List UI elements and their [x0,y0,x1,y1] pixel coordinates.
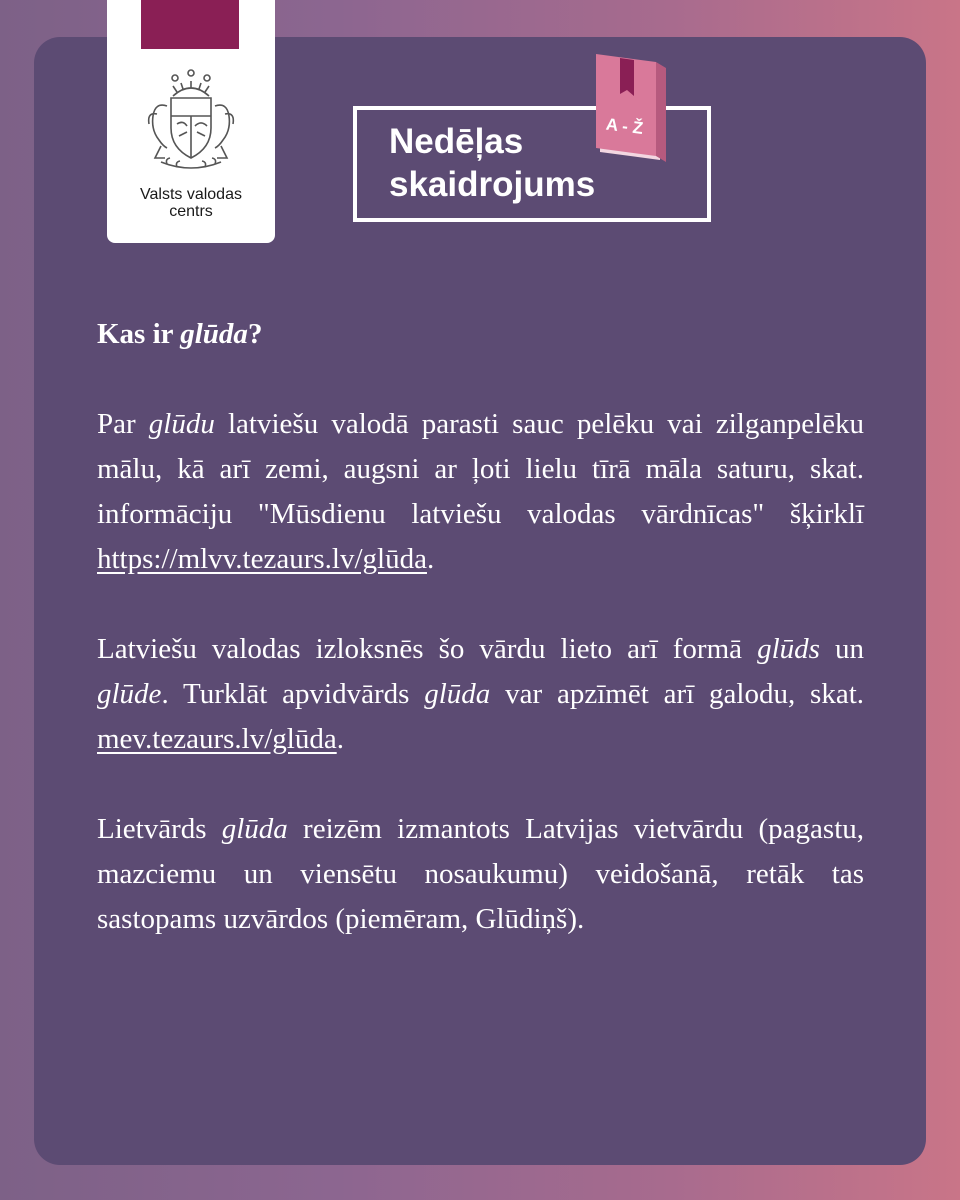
org-name-line1: Valsts valodas [140,186,242,203]
term-italic: glūds [757,633,820,665]
term-italic: glūda [221,813,288,845]
org-name [107,186,275,220]
text-span: latviešu valodā parasti sauc pelēku vai zilganpelēku mālu, kā arī zemi, augsni ar ļoti lielu tīrā māla saturu, skat. informāciju "Mūsdienu latviešu valodas vārdnīcas" šķirklī [97,408,864,530]
question-suffix: ? [247,318,263,350]
text-span: un [819,633,865,665]
badge-title-line1: Nedēļas [389,122,524,161]
term-italic: glūda [424,678,491,710]
paragraph-dialects [97,627,864,762]
term-italic: glūdu [148,408,215,440]
badge-title [389,120,595,206]
question-term: glūda [180,318,248,350]
book-letters: A - Ž [604,114,645,139]
org-name-line2: centrs [169,203,213,220]
logo-tab [107,0,275,243]
text-span: . Turklāt apvidvārds [161,678,425,710]
text-span: Lietvārds [97,813,222,845]
text-span: . [426,543,435,575]
badge-title-line2: skaidrojums [389,165,596,204]
mev-dictionary-link[interactable]: mev.tezaurs.lv/glūda [97,723,337,755]
article-body [97,312,864,987]
question-prefix: Kas ir [97,318,181,350]
paragraph-place-names [97,807,864,942]
book-icon [590,52,674,164]
text-span: var apzīmēt arī galodu, skat. [490,678,865,710]
text-span: Latviešu valodas izloksnēs šo vārdu lieto arī formā [97,633,758,665]
latvian-coat-of-arms-icon [137,66,245,174]
logo-band [141,0,239,49]
text-span: reizēm izmantots Latvijas vietvārdu (pagastu, mazciemu un viensētu nosaukumu) veidošanā, retāk tas sastopams uzvārdos (piemēram, Glūdiņš). [97,813,864,935]
question-heading [97,312,864,357]
text-span: Par [97,408,149,440]
text-span: . [336,723,344,755]
paragraph-definition [97,402,864,582]
term-italic: glūde [97,678,162,710]
mlvv-dictionary-link[interactable]: https://mlvv.tezaurs.lv/glūda [97,543,427,575]
